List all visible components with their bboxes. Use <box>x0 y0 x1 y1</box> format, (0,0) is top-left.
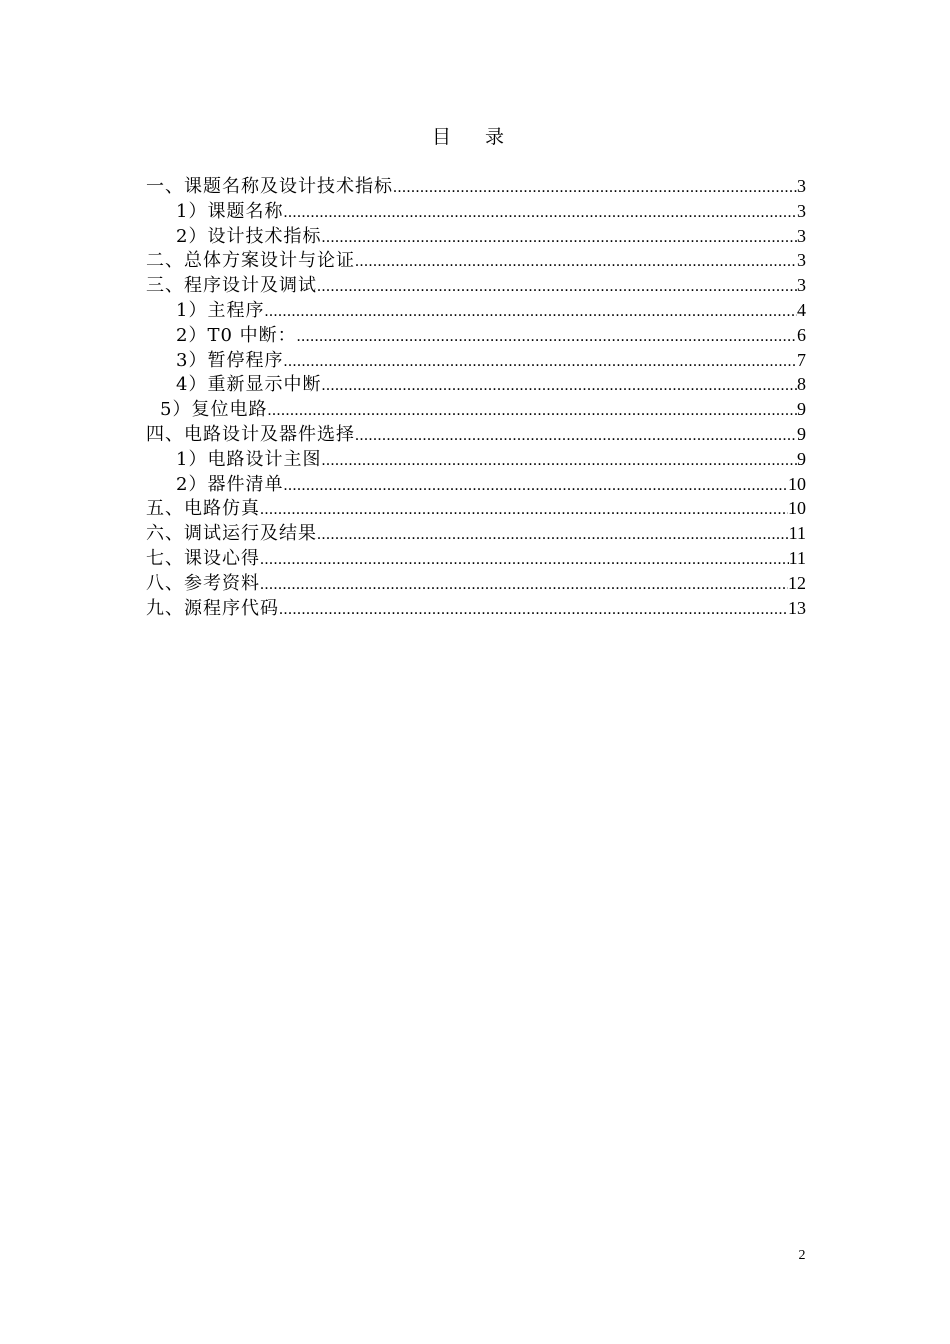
toc-entry-page: 9 <box>797 423 806 444</box>
toc-entry[interactable] <box>146 397 806 422</box>
toc-entry-label: 九、源程序代码 <box>146 597 279 619</box>
toc-entry-label: 三、程序设计及调试 <box>146 275 317 297</box>
toc-entry[interactable] <box>146 348 806 373</box>
toc-entry[interactable] <box>146 273 806 298</box>
toc-entry-label: 2）T0 中断： <box>176 324 297 346</box>
toc-entry-page: 3 <box>797 176 806 196</box>
toc-entry[interactable] <box>146 496 806 521</box>
toc-leader-dots <box>260 548 789 573</box>
toc-entry-label: 1）课题名称 <box>176 200 284 222</box>
toc-leader-dots <box>393 176 797 201</box>
toc-entry-label: 5）复位电路 <box>160 399 268 421</box>
toc-entry[interactable] <box>146 174 806 199</box>
toc-leader-dots <box>283 350 797 375</box>
toc-entry-page: 4 <box>797 299 806 320</box>
toc-leader-dots <box>321 226 797 251</box>
toc-entry-label: 八、参考资料 <box>146 572 260 594</box>
toc-entry-label: 2）器件清单 <box>176 473 284 495</box>
toc-entry-page: 10 <box>788 498 806 519</box>
toc-entry-label: 六、调试运行及结果 <box>146 523 317 545</box>
toc-entry-label: 2）设计技术指标 <box>176 225 322 247</box>
toc-leader-dots <box>321 374 797 399</box>
toc-entry-page: 6 <box>797 324 806 345</box>
toc-entry-page: 8 <box>797 374 806 395</box>
toc-entry[interactable] <box>146 298 806 323</box>
toc-entry-page: 10 <box>788 473 806 494</box>
toc-entry-label: 二、总体方案设计与论证 <box>146 250 355 272</box>
toc-entry-label: 1）主程序 <box>176 299 265 321</box>
toc-leader-dots <box>297 325 797 350</box>
toc-leader-dots <box>355 424 797 449</box>
toc-leader-dots <box>260 498 788 523</box>
toc-entry-page: 13 <box>788 597 806 618</box>
toc-entry[interactable] <box>146 571 806 596</box>
toc-entry[interactable] <box>146 521 806 546</box>
toc-entry[interactable] <box>146 199 806 224</box>
toc-entry[interactable] <box>146 248 806 273</box>
toc-entry-label: 五、电路仿真 <box>146 498 260 520</box>
toc-leader-dots <box>355 250 797 275</box>
toc-entry-label: 1）电路设计主图 <box>176 448 322 470</box>
toc-leader-dots <box>317 523 789 548</box>
toc-list <box>146 174 806 620</box>
toc-entry-label: 一、课题名称及设计技术指标 <box>146 176 393 197</box>
toc-entry-page: 3 <box>797 250 806 271</box>
toc-entry-page: 7 <box>797 349 806 370</box>
toc-entry[interactable] <box>146 372 806 397</box>
toc-entry-label: 七、课设心得 <box>146 547 260 569</box>
toc-entry-page: 11 <box>788 547 806 568</box>
toc-entry[interactable] <box>146 224 806 249</box>
toc-entry-page: 9 <box>797 399 806 420</box>
toc-entry[interactable] <box>146 472 806 497</box>
toc-entry[interactable] <box>146 596 806 621</box>
page-number: 2 <box>798 1248 806 1263</box>
toc-leader-dots <box>267 399 797 424</box>
toc-entry-page: 3 <box>797 225 806 246</box>
toc-entry-label: 四、电路设计及器件选择 <box>146 423 355 445</box>
toc-leader-dots <box>283 201 797 226</box>
toc-leader-dots <box>260 573 788 598</box>
toc-entry-page: 12 <box>788 572 806 593</box>
toc-entry-page: 11 <box>788 523 806 544</box>
toc-leader-dots <box>321 449 797 474</box>
toc-leader-dots <box>317 275 797 300</box>
toc-title: 目 录 <box>431 126 519 148</box>
toc-leader-dots <box>264 300 797 325</box>
toc-entry-page: 9 <box>797 448 806 469</box>
toc-leader-dots <box>283 474 788 499</box>
toc-entry[interactable] <box>146 323 806 348</box>
toc-entry[interactable] <box>146 447 806 472</box>
toc-entry[interactable] <box>146 422 806 447</box>
toc-entry-label: 4）重新显示中断 <box>176 374 322 396</box>
toc-leader-dots <box>279 598 788 623</box>
toc-entry[interactable] <box>146 546 806 571</box>
toc-entry-page: 3 <box>797 200 806 221</box>
toc-entry-label: 3）暂停程序 <box>176 349 284 371</box>
toc-entry-page: 3 <box>797 275 806 296</box>
